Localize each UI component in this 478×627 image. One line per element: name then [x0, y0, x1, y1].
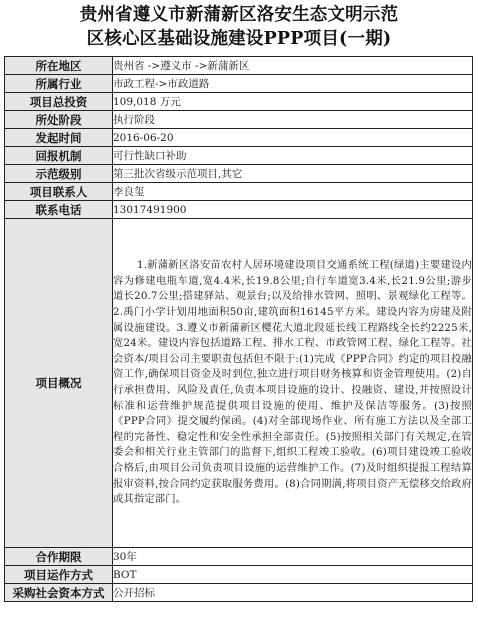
- project-info-table: [4, 56, 473, 602]
- total-investment-value: 109,018 万元: [113, 93, 473, 111]
- operation-mode-label: 项目运作方式: [5, 566, 113, 584]
- stage-label: 所处阶段: [5, 111, 113, 129]
- overview-label: 项目概况: [5, 219, 113, 548]
- stage-value: 执行阶段: [113, 111, 473, 129]
- return-mechanism-label: 回报机制: [5, 147, 113, 165]
- cooperation-period-label: 合作期限: [5, 548, 113, 566]
- overview-cell: [113, 219, 473, 548]
- phone-label: 联系电话: [5, 201, 113, 219]
- title-line-2: 区核心区基础设施建设PPP项目(一期): [86, 29, 392, 49]
- return-mechanism-value: 可行性缺口补助: [113, 147, 473, 165]
- table-row: [5, 75, 473, 93]
- table-row: [5, 147, 473, 165]
- table-row: [5, 57, 473, 75]
- table-row: [5, 201, 473, 219]
- region-label: 所在地区: [5, 57, 113, 75]
- region-value: 贵州省 ->遵义市 ->新蒲新区: [113, 57, 473, 75]
- table-row: [5, 584, 473, 602]
- total-investment-label: 项目总投资: [5, 93, 113, 111]
- contact-person-label: 项目联系人: [5, 183, 113, 201]
- procurement-method-value: 公开招标: [113, 584, 473, 602]
- table-row: [5, 566, 473, 584]
- table-row: [5, 183, 473, 201]
- launch-date-value: 2016-06-20: [113, 129, 473, 147]
- launch-date-label: 发起时间: [5, 129, 113, 147]
- phone-value: 13017491900: [113, 201, 473, 219]
- table-row: [5, 219, 473, 548]
- industry-value: 市政工程->市政道路: [113, 75, 473, 93]
- table-row: [5, 548, 473, 566]
- overview-text: 1.新蒲新区洛安苗农村人居环境建设项目交通系统工程(绿道)主要建设内容为修建电瓶车道,宽4.4米,长19.8公里;自行车道宽3.4米,长21.9公里;游步道长20.7公里;搭建驿站、观景台;以及给排水管网、照明、景观绿化工程等。2.禹门小学计划用地面积50亩,建筑面积16145平方米。建设内容为房建及附属设施建设。3.遵义市新蒲新区樱花大道北段延长线工程路线全长约2225米,宽24米。建设内容包括道路工程、排水工程、市政管网工程、绿化工程等。社会资本/项目公司主要职责包括但不限于:(1)完成《PPP合同》约定的项目投融资工作,确保项目资金及时到位,独立进行项目财务核算和资金管理使用。(2)自行承担费用、风险及責任,负责本项目设施的设计、投融资、建设,并按照设计标准和运营维护规范提供项目设施的使用、维护及保洁等服务。(3)按照《PPP合同》提交履约保函。(4)对全部现场作业、所有施工方法以及全部工程的完备性、稳定性和安全性承担全部责任。(5)按照相关部门有关规定,在管委会和相关行业主管部门的监督下,组织工程竣工验收。(6)项目建设竣工验收合格后,由项目公司负责项目设施的运营维护工作。(7)及时组织提报工程结算报审资料,按合同约定获取服务费用。(8)合同期满,将项目资产无偿移交给政府或其指定部门。: [113, 259, 472, 506]
- table-row: [5, 111, 473, 129]
- procurement-method-label: 采购社会资本方式: [5, 584, 113, 602]
- table-row: [5, 129, 473, 147]
- title-line-1: 贵州省遵义市新蒲新区洛安生态文明示范: [79, 5, 399, 25]
- cooperation-period-value: 30年: [113, 548, 473, 566]
- contact-person-value: 李良玺: [113, 183, 473, 201]
- demo-level-value: 第三批次省级示范项目,其它: [113, 165, 473, 183]
- table-row: [5, 165, 473, 183]
- page-title: [0, 0, 478, 56]
- demo-level-label: 示范级别: [5, 165, 113, 183]
- table-row: [5, 93, 473, 111]
- industry-label: 所属行业: [5, 75, 113, 93]
- operation-mode-value: BOT: [113, 566, 473, 584]
